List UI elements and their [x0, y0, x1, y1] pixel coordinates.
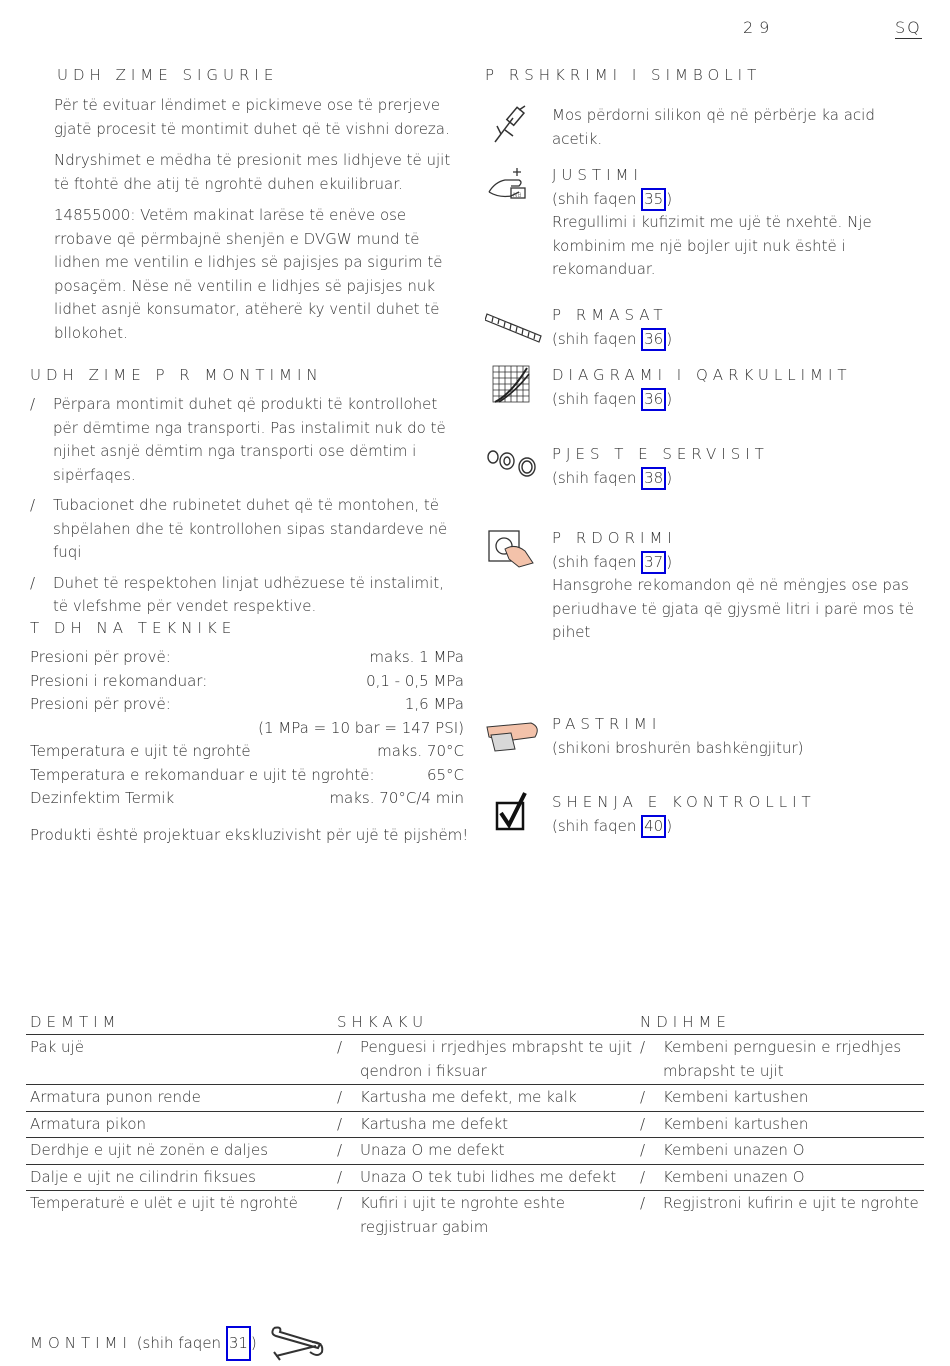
page-link-38[interactable]: 38 [641, 467, 666, 490]
technical-table [30, 646, 464, 811]
symbol-flow [485, 364, 925, 414]
column-header: SHKAKU [333, 1010, 636, 1035]
help-cell: / Kembeni unazen O [636, 1164, 924, 1191]
symbol-cleaning [485, 713, 925, 763]
parts-page-ref: (shih faqen 38 ) [552, 467, 927, 491]
tech-row: Presioni për provë: maks. 1 MPa [30, 648, 464, 666]
usage-text [552, 527, 927, 645]
wrench-icon [268, 1322, 326, 1362]
damage-cell: Temperaturë e ulët e ujit të ngrohtë [30, 1194, 298, 1212]
silicone-text: Mos përdorni silikon që në përbërje ka acid acetik. [552, 106, 875, 148]
table-row [26, 1164, 924, 1191]
page-link-40[interactable]: 40 [641, 815, 666, 838]
page-number: 29 [743, 18, 776, 37]
adjust-text [552, 164, 927, 282]
page-link-35[interactable]: 35 [641, 188, 666, 211]
check-page-ref: (shih faqen 40 ) [552, 815, 927, 839]
safety-paragraph: 14855000: Vetëm makinat larëse të enëve ose rrobave që përmbajnë shenjën e DVGW mund të lidhen me ventilin e lidhjes së pajisjes pa sigurim të posaçëm. Nëse në ventilin e lidhjes së pajisjes nuk lidhet asnjë konsumator, atëherë ky ventil duhet të bllokohet. [54, 206, 443, 342]
symbol-check [485, 791, 925, 841]
symbol-adjust [485, 164, 925, 284]
cleaning-description: (shikoni broshurën bashkëngjitur) [552, 738, 804, 757]
adjust-title: JUSTIMI [552, 166, 643, 184]
footer-title: MONTIMI [30, 1334, 132, 1352]
page-link-36[interactable]: 36 [641, 328, 666, 351]
usage-title: P RDORIMI [552, 529, 677, 547]
dimensions-title: P RMASAT [552, 306, 668, 324]
usage-page-ref: (shih faqen 37 ) [552, 551, 927, 575]
ruler-icon [485, 304, 537, 346]
technical-title: T DH NA TEKNIKE [30, 619, 237, 637]
table-header-row [26, 1010, 924, 1035]
hand-operation-icon [485, 527, 537, 569]
silicone-gun-icon [485, 104, 537, 146]
flow-diagram-icon [485, 364, 537, 406]
help-cell: / Kembeni kartushen [636, 1085, 924, 1112]
help-cell: / Kembeni kartushen [636, 1111, 924, 1138]
usage-description: Hansgrohe rekomandon që në mëngjes ose pas periudhave të gjata që gjysmë litri i parë mos të pihet [552, 576, 915, 641]
symbols-title: P RSHKRIMI I SIMBOLIT [485, 66, 762, 84]
footer-montimi: MONTIMI (shih faqen 31 ) [30, 1326, 257, 1361]
list-item: / Tubacionet dhe rubinetet duhet që të montohen, të shpëlahen dhe të kontrollohen sipas standardeve në fuqi [30, 496, 448, 561]
cleaning-title: PASTRIMI [552, 715, 662, 733]
help-cell: / Regjistroni kufirin e ujit te ngrohte [640, 1194, 919, 1212]
mounting-title: UDH ZIME P R MONTIMIN [30, 366, 323, 384]
tech-row: Presioni për provë: 1,6 MPa [30, 695, 464, 713]
tech-row: Dezinfektim Termik maks. 70°C/4 min [30, 789, 464, 807]
damage-cell: Dalje e ujit ne cilindrin fiksues [26, 1164, 333, 1191]
checkbox-icon [485, 791, 537, 833]
drinking-water-note: Produkti është projektuar ekskluzivisht për ujë të pijshëm! [30, 826, 469, 844]
language-code: SQ [895, 18, 922, 37]
table-row [26, 1138, 924, 1165]
check-title: SHENJA E KONTROLLIT [552, 793, 816, 811]
damage-cell: Armatura pikon [26, 1111, 333, 1138]
parts-text [552, 443, 927, 490]
table-row [26, 1111, 924, 1138]
parts-title: PJES T E SERVISIT [552, 445, 769, 463]
cause-cell: / Kufiri i ujit te ngrohte eshte regjistruar gabim [337, 1194, 566, 1236]
tech-row: (1 MPa = 10 bar = 147 PSI) [258, 718, 464, 737]
damage-cell: Pak ujë [26, 1035, 333, 1085]
page-link-31[interactable]: 31 [226, 1326, 251, 1361]
list-item: / Duhet të respektohen linjat udhëzuese të instalimit, të vlefshme për vendet respektive. [30, 573, 444, 615]
cause-cell: / Kartusha me defekt, me kalk [333, 1085, 636, 1112]
symbol-parts [485, 443, 925, 493]
damage-cell: Armatura punon rende [26, 1085, 333, 1112]
cleaning-hand-icon [485, 713, 537, 755]
adjust-hand-icon [485, 164, 537, 206]
table-row [26, 1191, 924, 1241]
service-parts-icon [485, 443, 537, 485]
tech-row: Temperatura e ujit të ngrohtë maks. 70°C [30, 742, 464, 760]
symbol-silicone [485, 104, 925, 154]
flow-text [552, 364, 927, 411]
mounting-list [30, 393, 460, 626]
table-row [26, 1085, 924, 1112]
page-link-36b[interactable]: 36 [641, 388, 666, 411]
cleaning-text [552, 713, 927, 760]
dimensions-text [552, 304, 927, 351]
list-item: / Përpara montimit duhet që produkti të kontrollohet për dëmtime nga transporti. Pas instalimit nuk do të njihet asnjë dëmtim nga transporti ose dëmtim i sipërfaqes. [30, 395, 446, 484]
footer-see-page: (shih faqen [136, 1334, 226, 1352]
tech-row: Presioni i rekomanduar: 0,1 - 0,5 MPa [30, 671, 464, 690]
svg-text:NB: NB [513, 192, 522, 199]
table-row [26, 1035, 924, 1085]
safety-title: UDH ZIME SIGURIE [57, 66, 279, 84]
adjust-page-ref: (shih faqen 35 ) [552, 188, 927, 212]
flow-page-ref: (shih faqen 36 ) [552, 388, 927, 412]
symbol-usage [485, 527, 925, 647]
safety-text [54, 94, 459, 353]
adjust-description: Rregullimi i kufizimit me ujë të nxehtë. Nje kombinim me një bojler ujit nuk është i rekomanduar. [552, 213, 872, 278]
troubleshooting-table [26, 1010, 924, 1240]
cause-cell: / Unaza O tek tubi lidhes me defekt [333, 1164, 636, 1191]
help-cell: / Kembeni unazen O [636, 1138, 924, 1165]
column-header: NDIHME [636, 1010, 924, 1035]
cause-cell: / Unaza O me defekt [333, 1138, 636, 1165]
help-cell: / Kembeni pernguesin e rrjedhjes mbrapsht te ujit [636, 1035, 924, 1085]
column-header: DEMTIM [26, 1010, 333, 1035]
safety-paragraph: Për të evituar lëndimet e pickimeve ose të prerjeve gjatë procesit të montimit duhet që të vishni doreza. [54, 96, 450, 138]
page-link-37[interactable]: 37 [641, 551, 666, 574]
safety-paragraph: Ndryshimet e mëdha të presionit mes lidhjeve të ujit të ftohtë dhe atij të ngrohtë duhen ekuilibruar. [54, 151, 451, 193]
cause-cell: / Kartusha me defekt [333, 1111, 636, 1138]
check-text [552, 791, 927, 838]
flow-title: DIAGRAMI I QARKULLIMIT [552, 366, 852, 384]
tech-row: Temperatura e rekomanduar e ujit të ngrohtë: 65°C [30, 765, 464, 784]
damage-cell: Derdhje e ujit në zonën e daljes [26, 1138, 333, 1165]
dimensions-page-ref: (shih faqen 36 ) [552, 328, 927, 352]
cause-cell: / Penguesi i rrjedhjes mbrapsht te ujit qendron i fiksuar [333, 1035, 636, 1085]
symbol-dimensions [485, 304, 925, 354]
